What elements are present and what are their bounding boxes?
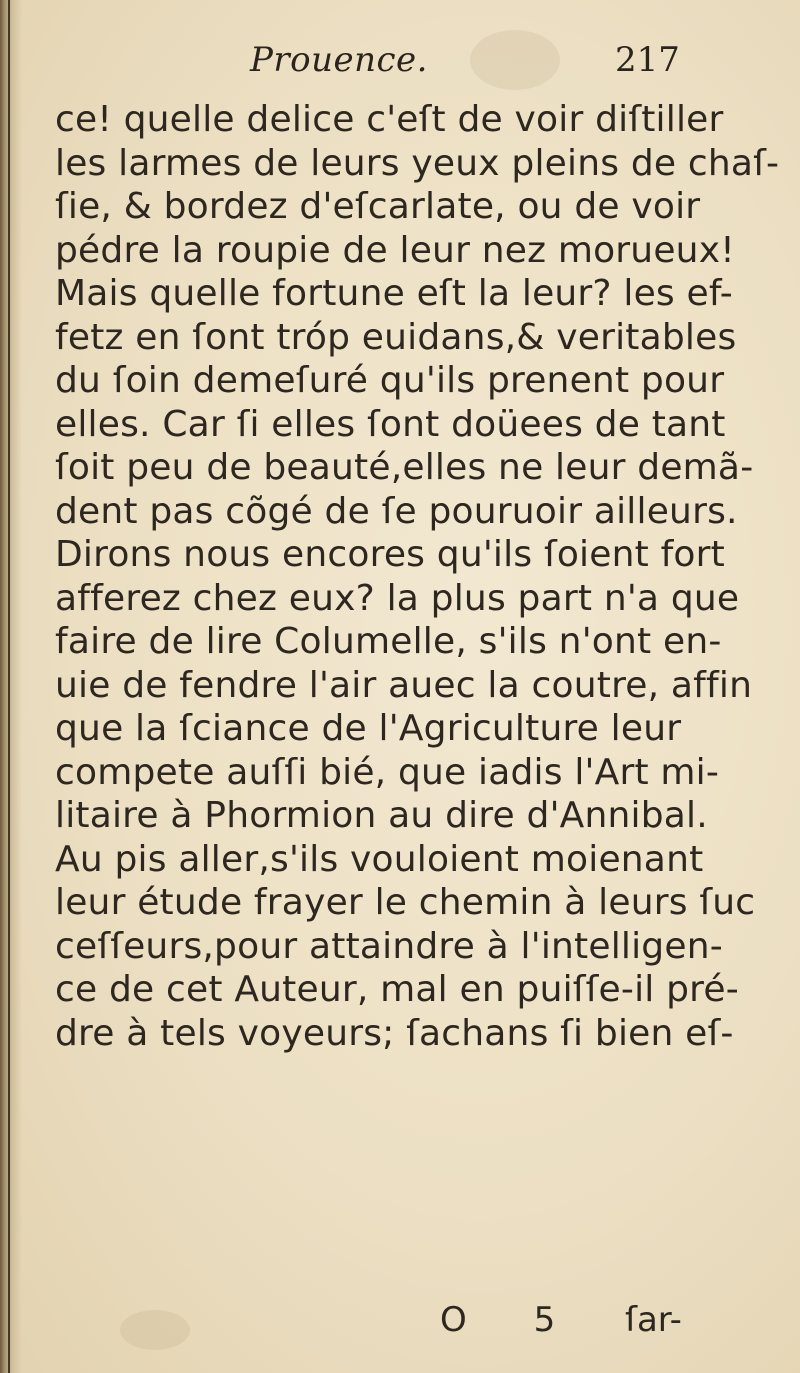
text-line: compete auſſi bié, que iadis l'Art mi- xyxy=(55,751,720,793)
signature-mark: O 5 xyxy=(440,1300,584,1340)
text-line: ce! quelle delice c'eſt de voir diſtiller xyxy=(55,99,724,140)
text-line: les larmes de leurs yeux pleins de chaſ- xyxy=(55,142,780,184)
text-line: Dirons nous encores qu'ils ſoient fort xyxy=(55,534,725,575)
text-line: du ſoin demeſuré qu'ils prenent pour xyxy=(55,360,725,401)
text-line: faire de lire Columelle, s'ils n'ont en- xyxy=(55,621,722,662)
text-line: fetz en ſont tróp euidans,& veritables xyxy=(55,316,737,358)
text-line: ce de cet Auteur, mal en puiſſe-il pré- xyxy=(55,969,739,1010)
page-gutter xyxy=(0,0,22,1373)
text-line: litaire à Phormion au dire d'Annibal. xyxy=(55,795,708,836)
running-head-title: Prouence. xyxy=(250,40,428,80)
text-line: ceſſeurs,pour attaindre à l'intelligen- xyxy=(55,925,723,967)
catchword: ſar- xyxy=(625,1300,682,1340)
text-line: pédre la roupie de leur nez morueux! xyxy=(55,229,735,271)
text-line: uie de fendre l'air auec la coutre, affin xyxy=(55,664,753,706)
running-head xyxy=(0,40,800,90)
text-line: elles. Car ſi elles ſont doüees de tant xyxy=(55,403,726,445)
page-number: 217 xyxy=(615,40,680,80)
text-line: dre à tels voyeurs; ſachans ſi bien eſ- xyxy=(55,1012,734,1054)
text-line: Mais quelle fortune eſt la leur? les ef- xyxy=(55,273,733,314)
text-line: que la ſciance de l'Agriculture leur xyxy=(55,708,682,749)
text-line: Au pis aller,s'ils vouloient moienant xyxy=(55,838,704,880)
binding-edge-line xyxy=(8,0,10,1373)
text-line: afferez chez eux? la plus part n'a que xyxy=(55,577,740,619)
page-footer xyxy=(0,1300,800,1350)
text-line: leur étude frayer le chemin à leurs ſuc xyxy=(55,882,756,923)
text-line: dent pas cõgé de ſe pouruoir ailleurs. xyxy=(55,490,738,532)
text-line: ſie, & bordez d'eſcarlate, ou de voir xyxy=(55,186,701,227)
text-line: ſoit peu de beauté,elles ne leur demã- xyxy=(55,447,754,488)
body-text xyxy=(55,98,780,1055)
